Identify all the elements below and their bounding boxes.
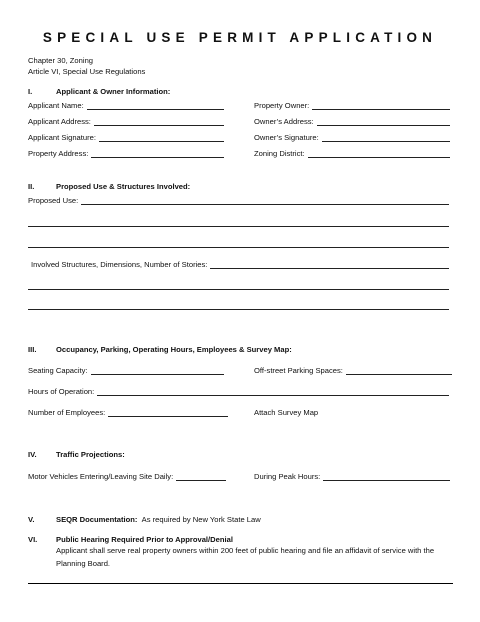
- hours-of-operation-label: Hours of Operation:: [28, 387, 95, 396]
- peak-hours-field[interactable]: [254, 472, 450, 481]
- offstreet-parking-field[interactable]: [254, 366, 452, 375]
- owners-signature-field[interactable]: [254, 133, 450, 142]
- applicant-signature-label: Applicant Signature:: [28, 133, 96, 142]
- section-1-number: I.: [28, 87, 33, 96]
- offstreet-parking-line[interactable]: [346, 366, 452, 375]
- zoning-district-line[interactable]: [308, 149, 450, 158]
- seating-capacity-field[interactable]: [28, 366, 224, 375]
- proposed-use-line[interactable]: [81, 196, 449, 205]
- motor-vehicles-line[interactable]: [176, 472, 226, 481]
- peak-hours-line[interactable]: [323, 472, 450, 481]
- involved-structures-line-2[interactable]: [28, 289, 449, 290]
- section-1-heading: Applicant & Owner Information:: [56, 87, 171, 96]
- property-address-label: Property Address:: [28, 149, 89, 158]
- section-4-heading: Traffic Projections:: [56, 450, 125, 459]
- number-of-employees-label: Number of Employees:: [28, 408, 106, 417]
- section-5-number: V.: [28, 515, 35, 524]
- applicant-address-line[interactable]: [94, 117, 224, 126]
- property-owner-label: Property Owner:: [254, 101, 310, 110]
- owners-address-field[interactable]: [254, 117, 450, 126]
- section-6-number: VI.: [28, 535, 38, 544]
- property-owner-field[interactable]: [254, 101, 450, 110]
- owners-signature-line[interactable]: [322, 133, 450, 142]
- hours-of-operation-line[interactable]: [97, 387, 449, 396]
- seating-capacity-line[interactable]: [91, 366, 224, 375]
- section-2-heading: Proposed Use & Structures Involved:: [56, 182, 191, 191]
- section-5-line: [56, 515, 261, 524]
- owners-signature-label: Owner’s Signature:: [254, 133, 319, 142]
- applicant-name-field[interactable]: [28, 101, 224, 110]
- section-3-number: III.: [28, 345, 37, 354]
- applicant-name-line[interactable]: [87, 101, 224, 110]
- section-6-text: Applicant shall serve real property owners within 200 feet of public hearing and file an affidavit of service with the Planning Board.: [56, 546, 435, 568]
- article-text: Article VI, Special Use Regulations: [28, 67, 146, 76]
- chapter-text: Chapter 30, Zoning: [28, 56, 94, 65]
- property-address-field[interactable]: [28, 149, 224, 158]
- section-5-heading: SEQR Documentation:: [56, 515, 138, 524]
- owners-address-label: Owner’s Address:: [254, 117, 314, 126]
- seqr-note: As required by New York State Law: [141, 515, 261, 524]
- proposed-use-label: Proposed Use:: [28, 196, 79, 205]
- attach-survey-map-text: Attach Survey Map: [254, 408, 319, 417]
- applicant-address-label: Applicant Address:: [28, 117, 91, 126]
- proposed-use-line-3[interactable]: [28, 247, 449, 248]
- seating-capacity-label: Seating Capacity:: [28, 366, 88, 375]
- number-of-employees-field[interactable]: [28, 408, 228, 417]
- motor-vehicles-label: Motor Vehicles Entering/Leaving Site Daily:: [28, 472, 174, 481]
- involved-structures-label: Involved Structures, Dimensions, Number of Stories:: [31, 260, 208, 269]
- applicant-address-field[interactable]: [28, 117, 224, 126]
- proposed-use-field[interactable]: [28, 196, 449, 205]
- peak-hours-label: During Peak Hours:: [254, 472, 321, 481]
- motor-vehicles-field[interactable]: [28, 472, 226, 481]
- footer-divider: [28, 583, 453, 584]
- involved-structures-field[interactable]: [31, 260, 449, 269]
- applicant-signature-line[interactable]: [99, 133, 224, 142]
- zoning-district-label: Zoning District:: [254, 149, 305, 158]
- zoning-district-field[interactable]: [254, 149, 450, 158]
- applicant-name-label: Applicant Name:: [28, 101, 84, 110]
- section-3-heading: Occupancy, Parking, Operating Hours, Employees & Survey Map:: [56, 345, 292, 354]
- property-address-line[interactable]: [91, 149, 224, 158]
- involved-structures-line-3[interactable]: [28, 309, 449, 310]
- section-2-number: II.: [28, 182, 35, 191]
- section-6-heading: Public Hearing Required Prior to Approval/Denial: [56, 535, 233, 544]
- section-4-number: IV.: [28, 450, 37, 459]
- owners-address-line[interactable]: [317, 117, 450, 126]
- proposed-use-line-2[interactable]: [28, 226, 449, 227]
- applicant-signature-field[interactable]: [28, 133, 224, 142]
- involved-structures-line[interactable]: [210, 260, 449, 269]
- form-title: SPECIAL USE PERMIT APPLICATION: [42, 30, 438, 45]
- offstreet-parking-label: Off-street Parking Spaces:: [254, 366, 343, 375]
- number-of-employees-line[interactable]: [108, 408, 228, 417]
- property-owner-line[interactable]: [312, 101, 450, 110]
- hours-of-operation-field[interactable]: [28, 387, 449, 396]
